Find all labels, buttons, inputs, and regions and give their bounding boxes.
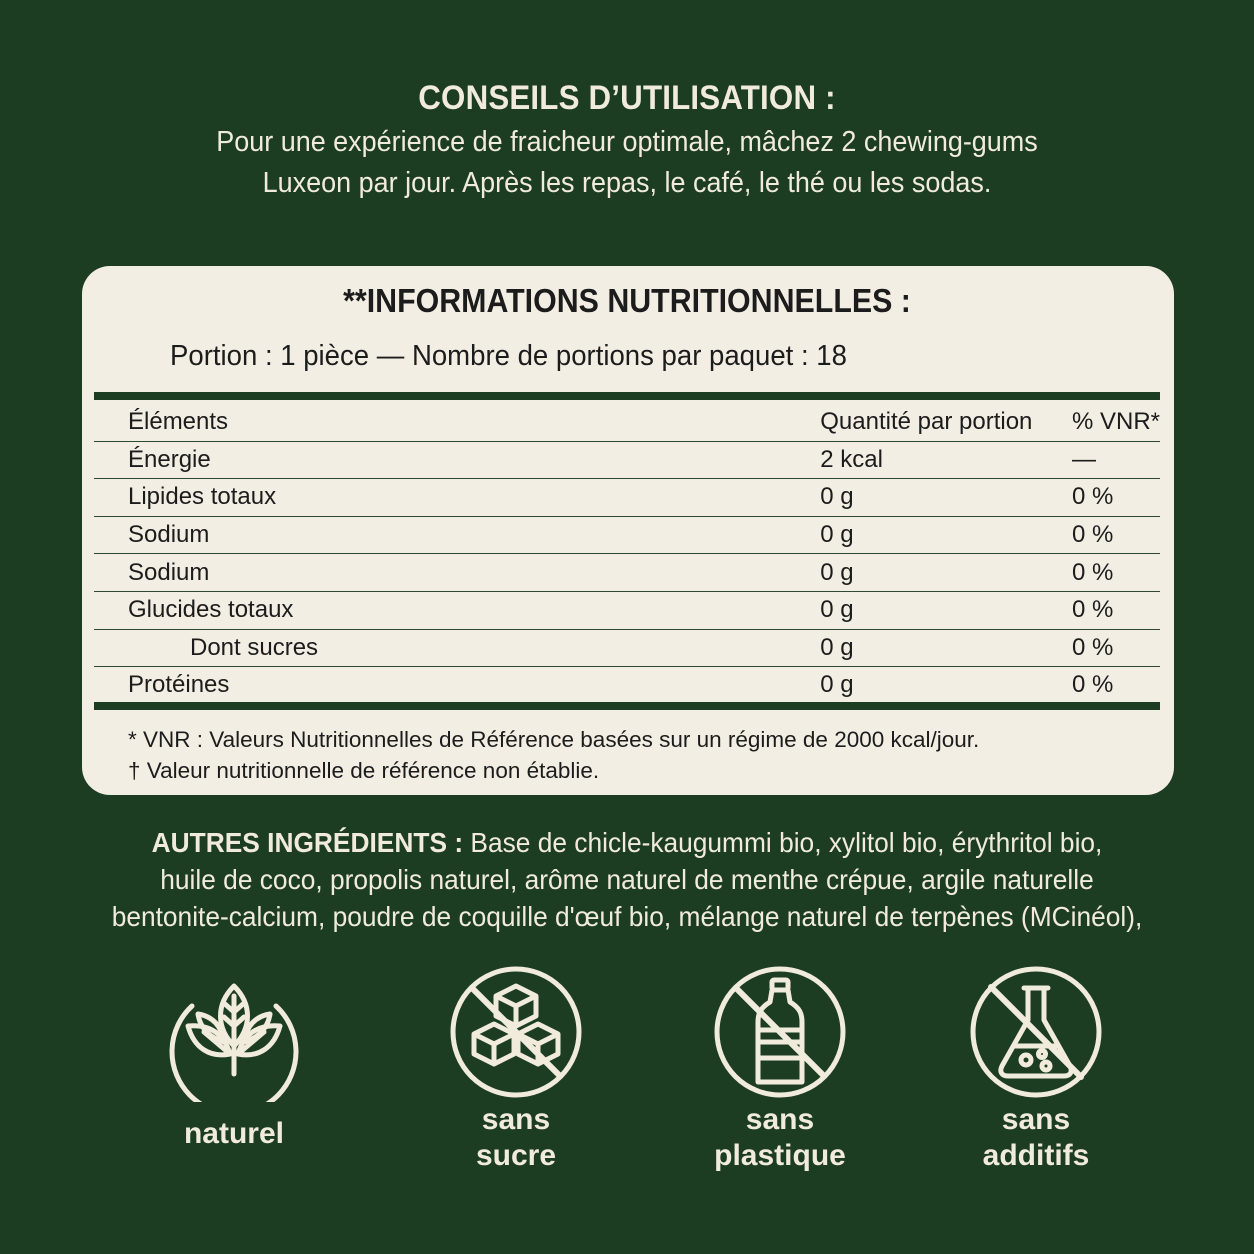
badge-no-additives bbox=[936, 962, 1136, 1174]
table-row bbox=[94, 629, 1160, 667]
row-vnr: 0 % bbox=[1071, 671, 1114, 699]
ingredients-line-1 bbox=[38, 824, 1217, 861]
badge-natural-label: naturel bbox=[183, 1117, 285, 1150]
ingredients-line-2: huile de coco, propolis naturel, arôme naturel de menthe crépue, argile naturelle bbox=[160, 864, 1094, 895]
row-quantity: 0 g bbox=[820, 629, 1072, 667]
header-vnr: % VNR* bbox=[1072, 404, 1160, 441]
badge-no-plastic-label-2: plastique bbox=[714, 1139, 846, 1172]
table-row bbox=[94, 516, 1160, 554]
usage-line-1: Pour une expérience de fraicheur optimale, mâchez 2 chewing-gums bbox=[216, 126, 1038, 158]
ingredients-section bbox=[38, 824, 1217, 935]
usage-line-2: Luxeon par jour. Après les repas, le café, le thé ou les sodas. bbox=[262, 167, 992, 199]
table-row bbox=[94, 479, 1160, 517]
nutrition-panel bbox=[82, 266, 1174, 795]
row-label: Énergie bbox=[94, 441, 820, 479]
header-quantity: Quantité par portion bbox=[820, 404, 1072, 441]
badge-no-sugar-label-2: sucre bbox=[475, 1139, 557, 1172]
row-vnr: 0 % bbox=[1072, 479, 1160, 517]
usage-section bbox=[0, 78, 1254, 204]
row-label: Dont sucres bbox=[94, 629, 820, 667]
table-row bbox=[94, 667, 1160, 704]
row-label: Lipides totaux bbox=[94, 479, 820, 517]
leaf-icon bbox=[164, 962, 304, 1102]
ingredients-line-3: bentonite-calcium, poudre de coquille d'œuf bio, mélange naturel de terpènes (MCinéol), bbox=[111, 901, 1143, 932]
footnotes bbox=[128, 724, 979, 786]
row-quantity: 0 g bbox=[820, 591, 1072, 629]
no-additives-icon bbox=[966, 962, 1106, 1102]
row-vnr: 0 % bbox=[1072, 591, 1160, 629]
table-header-row bbox=[94, 404, 1160, 441]
table-row bbox=[94, 591, 1160, 629]
row-label: Protéines bbox=[128, 671, 230, 699]
badge-no-additives-label-1: sans bbox=[1001, 1103, 1071, 1136]
ingredients-label: AUTRES INGRÉDIENTS : bbox=[151, 827, 464, 858]
table-bottom-bar bbox=[94, 702, 1160, 710]
row-vnr: 0 % bbox=[1072, 554, 1160, 592]
row-quantity: 0 g bbox=[820, 671, 854, 699]
row-quantity: 0 g bbox=[820, 554, 1072, 592]
portion-text: Portion : 1 pièce — Nombre de portions par paquet : 18 bbox=[170, 340, 847, 372]
badge-no-plastic-label-1: sans bbox=[745, 1103, 815, 1136]
usage-text bbox=[44, 122, 1210, 204]
footnote-dagger: † Valeur nutritionnelle de référence non établie. bbox=[128, 758, 600, 783]
badge-no-plastic bbox=[680, 962, 880, 1174]
badge-no-sugar bbox=[416, 962, 616, 1174]
header-elements: Éléments bbox=[94, 404, 820, 441]
table-row bbox=[94, 554, 1160, 592]
badge-no-sugar-label-1: sans bbox=[481, 1103, 551, 1136]
row-label: Glucides totaux bbox=[94, 591, 820, 629]
badge-natural bbox=[134, 962, 334, 1152]
usage-title: CONSEILS D’UTILISATION : bbox=[418, 79, 836, 117]
row-label: Sodium bbox=[94, 554, 820, 592]
nutrition-title: **INFORMATIONS NUTRITIONNELLES : bbox=[343, 282, 911, 319]
row-quantity: 0 g bbox=[820, 516, 1072, 554]
footnote-vnr: * VNR : Valeurs Nutritionnelles de Référence basées sur un régime de 2000 kcal/jour. bbox=[128, 727, 980, 752]
ingredients-text-1: Base de chicle-kaugummi bio, xylitol bio, érythritol bio, bbox=[470, 827, 1103, 858]
row-quantity: 0 g bbox=[820, 479, 1072, 517]
row-vnr: — bbox=[1072, 441, 1160, 479]
table-top-bar bbox=[94, 392, 1160, 400]
no-plastic-icon bbox=[710, 962, 850, 1102]
row-vnr: 0 % bbox=[1072, 629, 1160, 667]
no-sugar-icon bbox=[446, 962, 586, 1102]
nutrition-table bbox=[94, 404, 1160, 704]
table-row bbox=[94, 441, 1160, 479]
row-quantity: 2 kcal bbox=[820, 441, 1072, 479]
row-vnr: 0 % bbox=[1072, 516, 1160, 554]
row-label: Sodium bbox=[94, 516, 820, 554]
badge-no-additives-label-2: additifs bbox=[982, 1139, 1090, 1172]
